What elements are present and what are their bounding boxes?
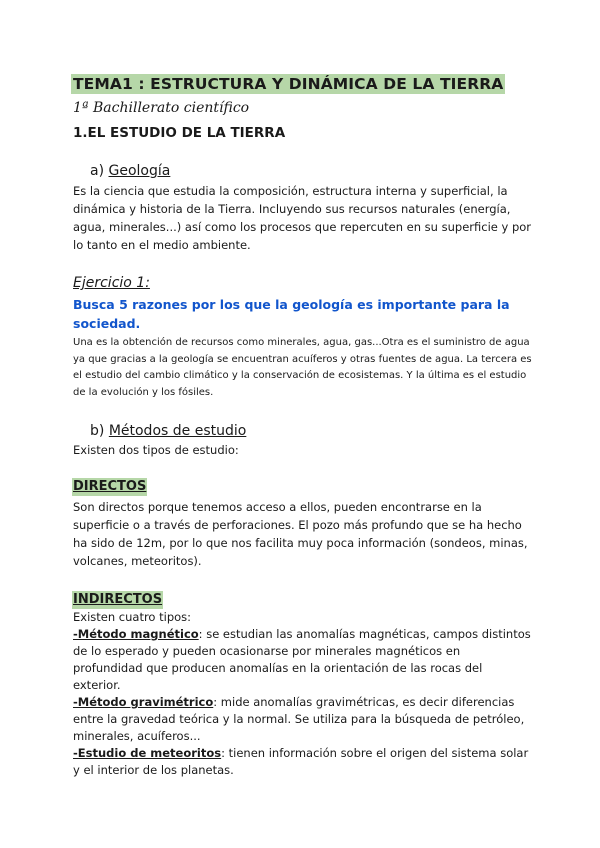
exercise-answer: Una es la obtención de recursos como minerales, agua, gas...Otra es el suministro de agua ya que gracias a la geología se encuentran acuíferos y otras fuentes de agua. La tercera es el estudio del cambio climático y la conservación de ecosistemas. Y la última es el estudio de la evolución y los fósiles. [73,337,532,398]
list-item: -Método gravimétrico: mide anomalías gravimétricas, es decir diferencias entre la gravedad teórica y la normal. Se utiliza para la búsqueda de petróleo, minerales, acuíferos... [73,695,525,743]
exercise-question: Busca 5 razones por los que la geología es importante para la sociedad. [73,297,510,331]
document-page [73,74,533,779]
indirectos-intro: Existen cuatro tipos: [73,610,192,624]
geologia-heading: a) Geología [90,163,171,179]
indirectos-heading: INDIRECTOS [73,592,163,607]
metodos-text: Existen dos tipos de estudio: [73,443,239,457]
directos-text: Son directos porque tenemos acceso a ellos, pueden encontrarse en la superficie o a través de perforaciones. El pozo más profundo que se ha hecho ha sido de 12m, por lo que nos facilita muy poca información (sondeos, minas, volcanes, meteoritos). [73,500,528,568]
exercise-label: Ejercicio 1: [73,275,150,291]
list-item: -Método magnético: se estudian las anomalías magnéticas, campos distintos de lo esperado y pueden ocasionarse por minerales magnéticos en profundidad que producen anomalías en la orientación de las rocas del exterior. [73,627,531,692]
geologia-text: Es la ciencia que estudia la composición, estructura interna y superficial, la dinámica y historia de la Tierra. Incluyendo sus recursos naturales (energía, agua, minerales...) así como los procesos que repercuten en su superficie y por lo tanto en el medio ambiente. [73,184,532,252]
directos-heading: DIRECTOS [73,479,147,494]
metodos-heading: b) Métodos de estudio [90,423,247,439]
section-heading: 1.EL ESTUDIO DE LA TIERRA [73,125,286,141]
list-item: -Estudio de meteoritos: tienen información sobre el origen del sistema solar y el interior de los planetas. [73,746,529,777]
document-subtitle: 1ª Bachillerato científico [73,100,250,116]
document-title: TEMA1 : ESTRUCTURA Y DINÁMICA DE LA TIERRA [73,75,504,93]
